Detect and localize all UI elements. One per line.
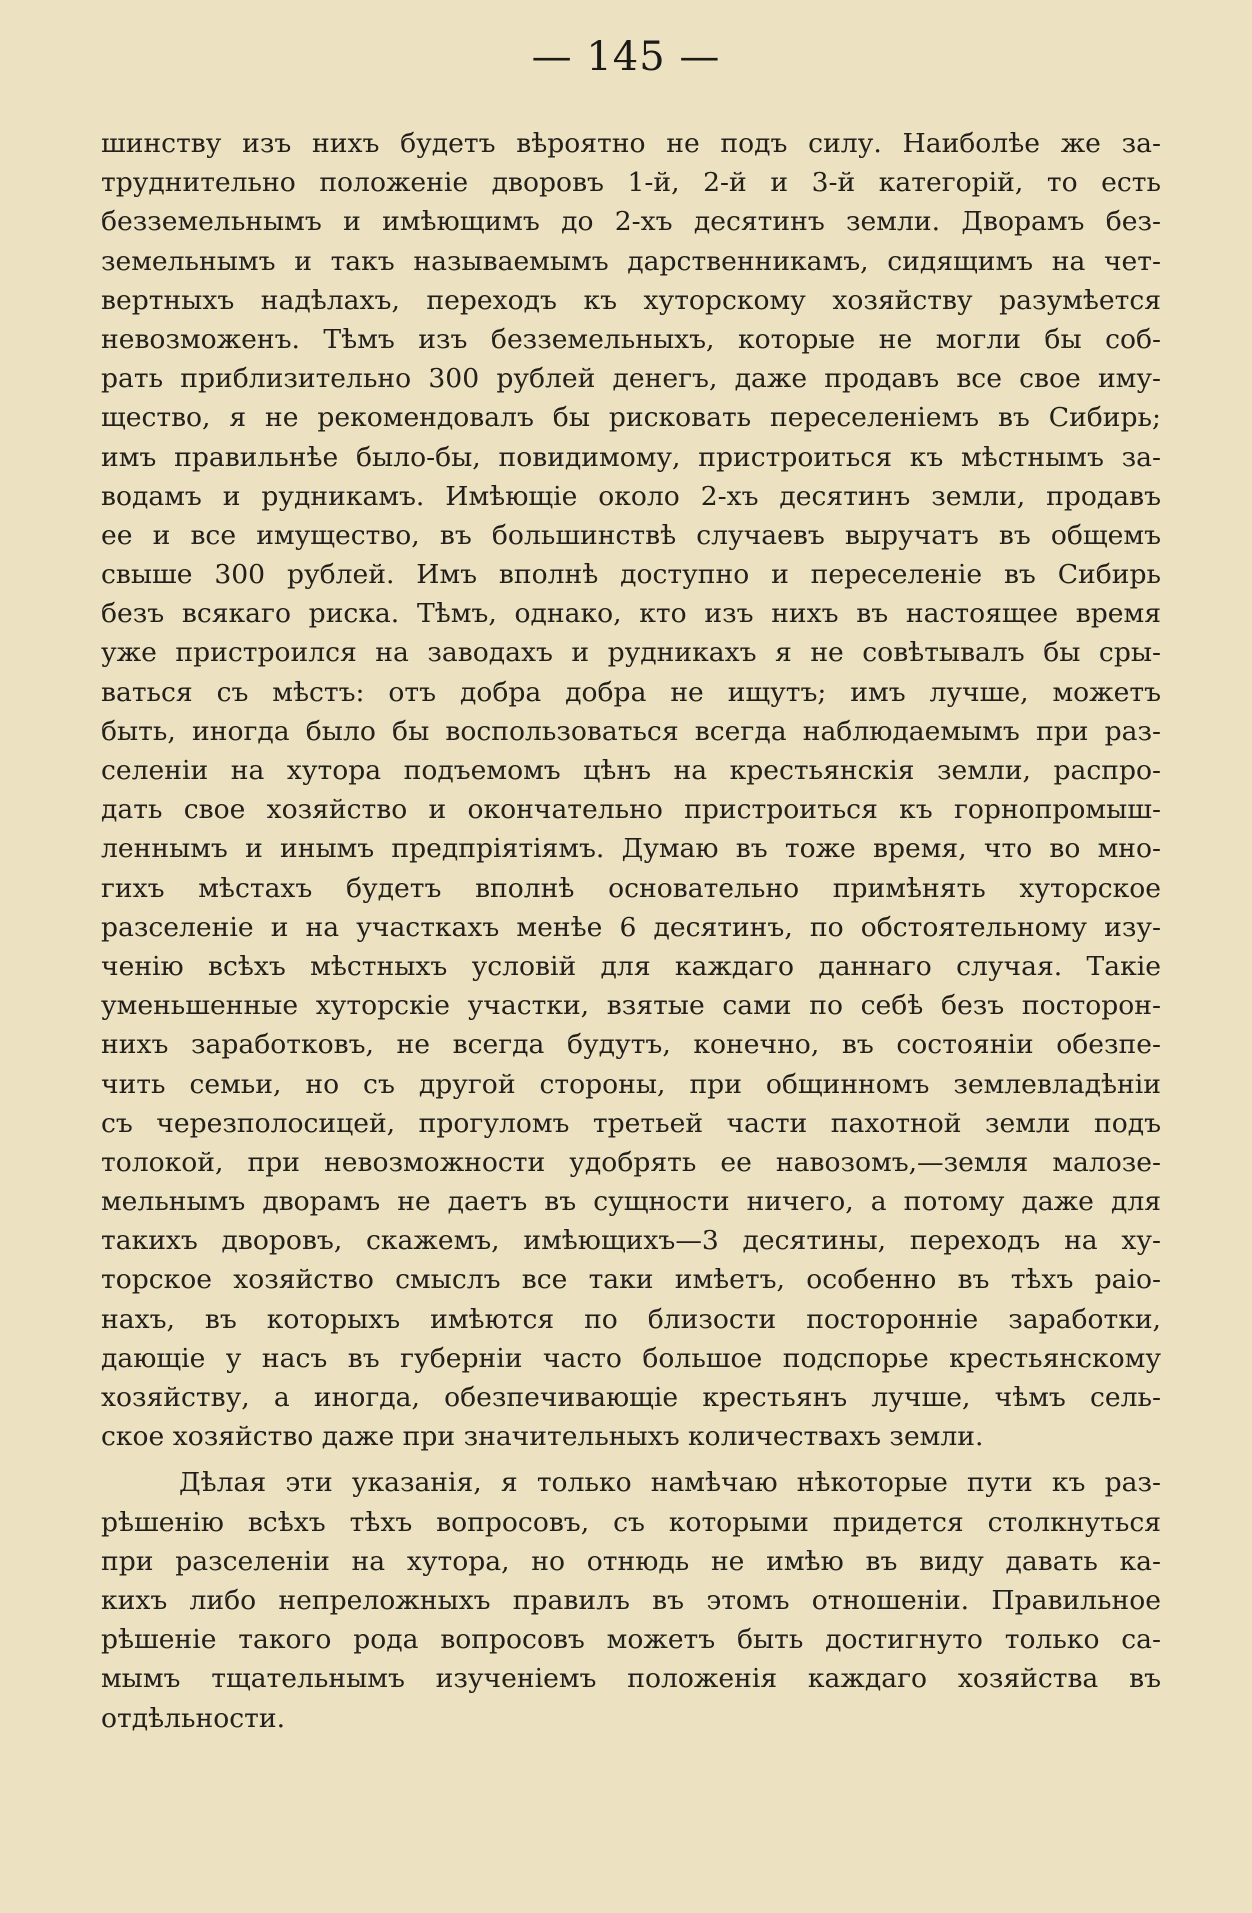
text-line: нахъ, въ которыхъ имѣются по близости посторонніе заработки,	[101, 1303, 1161, 1335]
text-line: рать приблизительно 300 рублей денегъ, даже продавъ все свое иму-	[101, 363, 1161, 395]
text-line: ченію всѣхъ мѣстныхъ условій для каждаго даннаго случая. Такіе	[101, 950, 1161, 982]
text-line: съ черезполосицей, прогуломъ третьей части пахотной земли подъ	[101, 1107, 1161, 1139]
text-line: труднительно положеніе дворовъ 1-й, 2-й и 3-й категорій, то есть	[101, 167, 1161, 199]
text-line: гихъ мѣстахъ будетъ вполнѣ основательно примѣнять хуторское	[101, 872, 1161, 904]
text-line: кихъ либо непреложныхъ правилъ въ этомъ отношеніи. Правильное	[101, 1584, 1161, 1616]
text-line: толокой, при невозможности удобрять ее навозомъ,—земля малозе-	[101, 1146, 1161, 1178]
text-line: торское хозяйство смыслъ все таки имѣетъ, особенно въ тѣхъ раіо-	[101, 1264, 1161, 1296]
text-line: водамъ и рудникамъ. Имѣющіе около 2-хъ десятинъ земли, продавъ	[101, 480, 1161, 512]
body-text	[101, 124, 1161, 1738]
text-line: леннымъ и инымъ предпріятіямъ. Думаю въ тоже время, что во мно-	[101, 833, 1161, 865]
text-line: имъ правильнѣе было-бы, повидимому, пристроиться къ мѣстнымъ за-	[101, 441, 1161, 473]
text-line: рѣшенію всѣхъ тѣхъ вопросовъ, съ которыми придется столкнуться	[101, 1506, 1161, 1538]
text-line: ское хозяйство даже при значительныхъ количествахъ земли.	[101, 1421, 984, 1453]
text-line: селеніи на хутора подъемомъ цѣнъ на крестьянскія земли, распро-	[101, 755, 1161, 786]
page-number: — 145 —	[531, 34, 721, 80]
text-line: безземельнымъ и имѣющимъ до 2-хъ десятинъ земли. Дворамъ без-	[101, 206, 1161, 238]
text-line: мельнымъ дворамъ не даетъ въ сущности ничего, а потому даже для	[101, 1186, 1161, 1218]
paragraph-1	[101, 124, 1161, 1456]
text-line: такихъ дворовъ, скажемъ, имѣющихъ—3 десятины, переходъ на ху-	[101, 1225, 1161, 1257]
text-line: дающіе у насъ въ губерніи часто большое подспорье крестьянскому	[101, 1342, 1161, 1374]
text-line: рѣшеніе такого рода вопросовъ можетъ быть достигнуто только са-	[101, 1624, 1161, 1656]
text-line: Дѣлая эти указанія, я только намѣчаю нѣкоторые пути къ раз-	[179, 1467, 1161, 1499]
text-line: шинству изъ нихъ будетъ вѣроятно не подъ силу. Наиболѣе же за-	[101, 128, 1161, 159]
text-line: чить семьи, но съ другой стороны, при общинномъ землевладѣніи	[101, 1068, 1161, 1100]
text-line: земельнымъ и такъ называемымъ дарственникамъ, сидящимъ на чет-	[101, 245, 1161, 277]
text-line: при разселеніи на хутора, но отнюдь не имѣю въ виду давать ка-	[101, 1545, 1161, 1577]
text-line: нихъ заработковъ, не всегда будутъ, конечно, въ состояніи обезпе-	[101, 1029, 1161, 1061]
text-line: быть, иногда было бы воспользоваться всегда наблюдаемымъ при раз-	[101, 715, 1161, 747]
text-line: хозяйству, а иногда, обезпечивающіе крестьянъ лучше, чѣмъ сель-	[101, 1382, 1161, 1413]
text-line: ее и все имущество, въ большинствѣ случаевъ выручатъ въ общемъ	[101, 519, 1161, 551]
text-line: уже пристроился на заводахъ и рудникахъ я не совѣтывалъ бы сры-	[101, 637, 1161, 669]
text-line: отдѣльности.	[101, 1702, 286, 1734]
text-line: мымъ тщательнымъ изученіемъ положенія каждаго хозяйства въ	[101, 1663, 1161, 1695]
text-line: уменьшенные хуторскіе участки, взятые сами по себѣ безъ посторон-	[101, 990, 1161, 1022]
text-line: свыше 300 рублей. Имъ вполнѣ доступно и переселеніе въ Сибирь	[101, 559, 1161, 591]
text-line: невозможенъ. Тѣмъ изъ безземельныхъ, которые не могли бы соб-	[101, 323, 1161, 355]
text-line: щество, я не рекомендовалъ бы рисковать переселеніемъ въ Сибирь;	[101, 402, 1161, 434]
text-line: безъ всякаго риска. Тѣмъ, однако, кто изъ нихъ въ настоящее время	[101, 598, 1161, 630]
paragraph-2	[101, 1463, 1161, 1737]
text-line: ваться съ мѣстъ: отъ добра добра не ищутъ; имъ лучше, можетъ	[101, 676, 1161, 708]
text-line: дать свое хозяйство и окончательно пристроиться къ горнопромыш-	[101, 794, 1161, 826]
text-line: вертныхъ надѣлахъ, переходъ къ хуторскому хозяйству разумѣется	[101, 284, 1161, 316]
text-line: разселеніе и на участкахъ менѣе 6 десятинъ, по обстоятельному изу-	[101, 911, 1161, 943]
